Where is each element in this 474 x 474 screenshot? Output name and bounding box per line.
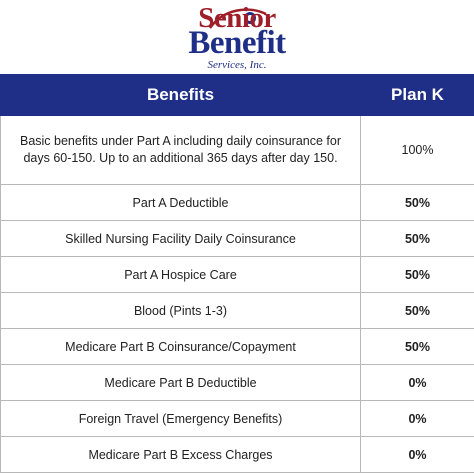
table-row <box>1 365 474 401</box>
value-cell: 100% <box>361 116 474 185</box>
table-row <box>1 437 474 473</box>
header-plan-k: Plan K <box>361 75 474 116</box>
benefit-cell: Basic benefits under Part A including daily coinsurance for days 60-150. Up to an additional 365 days after day 150. <box>1 116 361 185</box>
table-row <box>1 221 474 257</box>
value-cell: 50% <box>361 257 474 293</box>
value-cell: 50% <box>361 293 474 329</box>
benefit-cell: Skilled Nursing Facility Daily Coinsurance <box>1 221 361 257</box>
header-benefits: Benefits <box>1 75 361 116</box>
table-header-row <box>1 75 474 116</box>
table-row <box>1 116 474 185</box>
table-row <box>1 185 474 221</box>
benefit-cell: Medicare Part B Coinsurance/Copayment <box>1 329 361 365</box>
value-cell: 0% <box>361 401 474 437</box>
company-logo <box>0 0 474 74</box>
benefit-cell: Part A Deductible <box>1 185 361 221</box>
table-row <box>1 293 474 329</box>
benefit-cell: Foreign Travel (Emergency Benefits) <box>1 401 361 437</box>
logo-line2: Benefit <box>188 25 286 61</box>
benefit-cell: Blood (Pints 1-3) <box>1 293 361 329</box>
benefit-cell: Medicare Part B Excess Charges <box>1 437 361 473</box>
logo-tagline: Services, Inc. <box>207 59 267 71</box>
benefit-cell: Medicare Part B Deductible <box>1 365 361 401</box>
logo-line1: Senior <box>198 2 276 34</box>
benefit-cell: Part A Hospice Care <box>1 257 361 293</box>
table-row <box>1 257 474 293</box>
value-cell: 50% <box>361 221 474 257</box>
value-cell: 50% <box>361 185 474 221</box>
table-row <box>1 401 474 437</box>
table-row <box>1 329 474 365</box>
value-cell: 0% <box>361 365 474 401</box>
value-cell: 50% <box>361 329 474 365</box>
benefits-table <box>0 74 474 473</box>
value-cell: 0% <box>361 437 474 473</box>
